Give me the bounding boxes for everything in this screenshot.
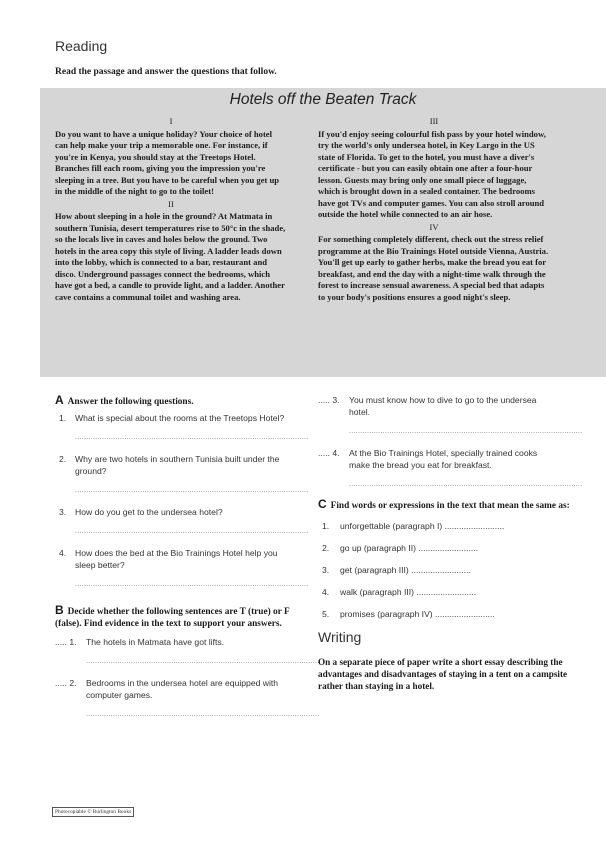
statement-text: You must know how to dive to go to the undersea hotel. [349, 395, 537, 417]
reading-instruction: Read the passage and answer the questions that follow. [55, 67, 277, 77]
paragraph-text: Do you want to have a unique holiday? Your choice of hotel can help make your trip a memorable one. For instance, if you're in Kenya, you should stay at the Treetops Hotel. Branches fill each room, giving you the impression you're sleeping in a tree. But you have to be careful when you get up in the middle of the night to go to the toilet! [55, 128, 280, 196]
vocab-text[interactable]: walk (paragraph III) ......................... [340, 587, 477, 597]
section-a [55, 393, 309, 591]
vocab-item [318, 542, 588, 554]
answer-line[interactable]: ........................................................................................................ [75, 434, 309, 441]
section-b-continued [318, 394, 583, 491]
paragraph-text: If you'd enjoy seeing colourful fish pass by your hotel window, try the world's only undersea hotel, in Key Largo in the US state of Florida. To get to the hotel, you must have a diver's certificate - but you can easily obtain one after a four-hour lesson. Guests may bring only one small piece of luggage, which is brought down in a sealed container. The bedrooms have got TVs and computer games. You can also stroll around outside the hotel while connected to an air hose. [318, 128, 546, 219]
question-number: 3. [59, 507, 67, 517]
paragraph-text: For something completely different, check out the stress relief programme at the Bio Trainings Hotel outside Vienna, Austria. You'll get up early to gather herbs, make the bread you eat for breakfast, and end the day with a night-time walk through the forest to increase sensual awareness. A special bed that adapts to your body's positions ensures a good night's sleep. [318, 234, 549, 302]
section-letter: A [55, 393, 64, 407]
section-heading-text: Answer the following questions. [67, 397, 194, 407]
statement-text: Bedrooms in the undersea hotel are equipped with computer games. [86, 678, 279, 700]
photocopiable-credit: Photocopiable © Burlington Books [52, 807, 134, 817]
question-number: 1. [59, 413, 67, 423]
section-letter: C [318, 497, 327, 511]
vocab-text[interactable]: get (paragraph III) ......................... [340, 565, 471, 575]
passage-column-left [55, 116, 287, 304]
passage-column-right [318, 116, 550, 304]
section-title-reading: Reading [55, 38, 108, 54]
evidence-line[interactable]: ........................................................................................................ [86, 658, 320, 665]
true-false-item [318, 447, 583, 491]
tf-blank[interactable]: ..... 3. [318, 395, 340, 405]
paragraph-number: III [429, 116, 439, 126]
paragraph-text: How about sleeping in a hole in the ground? At Matmata in southern Tunisia, desert temperatures rise to 50°c in the shade, so the locals live in caves and holes below the ground. Two hotels in the area copy this style of living. A ladder leads down into the lobby, which is connected to a bar, restaurant and disco. Underground passages connect the bedrooms, which have got a bed, a candle to provide light, and a ladder. Another cave contains a communal toilet and washing area. [55, 211, 286, 302]
vocab-text[interactable]: unforgettable (paragraph I) ......................... [340, 521, 505, 531]
vocab-item [318, 564, 588, 576]
evidence-line[interactable]: ........................................................................................................ [86, 711, 320, 718]
section-c [318, 498, 588, 620]
question-item [55, 453, 309, 497]
tf-blank[interactable]: ..... 2. [55, 678, 77, 688]
question-item [55, 506, 309, 538]
item-number: 3. [322, 565, 330, 575]
answer-line[interactable]: ........................................................................................................ [75, 528, 309, 535]
question-text: Why are two hotels in southern Tunisia built under the ground? [75, 454, 280, 476]
tf-blank[interactable]: ..... 1. [55, 637, 77, 647]
paragraph-number: II [168, 198, 174, 209]
section-title-writing: Writing [318, 629, 362, 645]
paragraph-number: I [169, 116, 173, 126]
answer-line[interactable]: ........................................................................................................ [75, 487, 309, 494]
question-number: 2. [59, 454, 67, 464]
evidence-line[interactable]: ........................................................................................................ [349, 428, 583, 435]
section-c-heading [318, 498, 588, 512]
section-letter: B [55, 603, 64, 617]
item-number: 5. [322, 609, 330, 619]
question-item [55, 412, 309, 444]
paragraph-number: IV [429, 221, 439, 232]
question-item [55, 547, 309, 591]
statement-text: The hotels in Matmata have got lifts. [86, 637, 225, 647]
vocab-item [318, 608, 588, 620]
item-number: 1. [322, 521, 330, 531]
section-heading-text: Decide whether the following sentences are T (true) or F (false). Find evidence in the text to support your answers. [55, 607, 290, 629]
writing-task: On a separate piece of paper write a short essay describing the advantages and disadvantages of staying in a tent on a campsite rather than staying in a hotel. [318, 657, 568, 691]
true-false-item [55, 636, 320, 668]
section-b-heading [55, 604, 295, 630]
question-text: How do you get to the undersea hotel? [75, 507, 223, 517]
question-number: 4. [59, 548, 67, 558]
section-heading-text: Find words or expressions in the text that mean the same as: [330, 501, 570, 511]
vocab-text[interactable]: promises (paragraph IV) ......................... [340, 609, 495, 619]
true-false-item [55, 677, 320, 721]
question-text: What is special about the rooms at the Treetops Hotel? [75, 413, 285, 423]
vocab-text[interactable]: go up (paragraph II) ......................... [340, 543, 479, 553]
vocab-item [318, 520, 588, 532]
question-text: How does the bed at the Bio Trainings Hotel help you sleep better? [75, 548, 278, 570]
tf-blank[interactable]: ..... 4. [318, 448, 340, 458]
item-number: 2. [322, 543, 330, 553]
passage-title: Hotels off the Beaten Track [229, 91, 417, 108]
statement-text: At the Bio Trainings Hotel, specially trained cooks make the bread you eat for breakfast. [349, 448, 538, 470]
item-number: 4. [322, 587, 330, 597]
true-false-item [318, 394, 583, 438]
section-b [55, 603, 320, 721]
answer-line[interactable]: ........................................................................................................ [75, 581, 309, 588]
evidence-line[interactable]: ........................................................................................................ [349, 481, 583, 488]
section-a-heading [55, 394, 295, 408]
passage-box [40, 88, 606, 377]
vocab-item [318, 586, 588, 598]
